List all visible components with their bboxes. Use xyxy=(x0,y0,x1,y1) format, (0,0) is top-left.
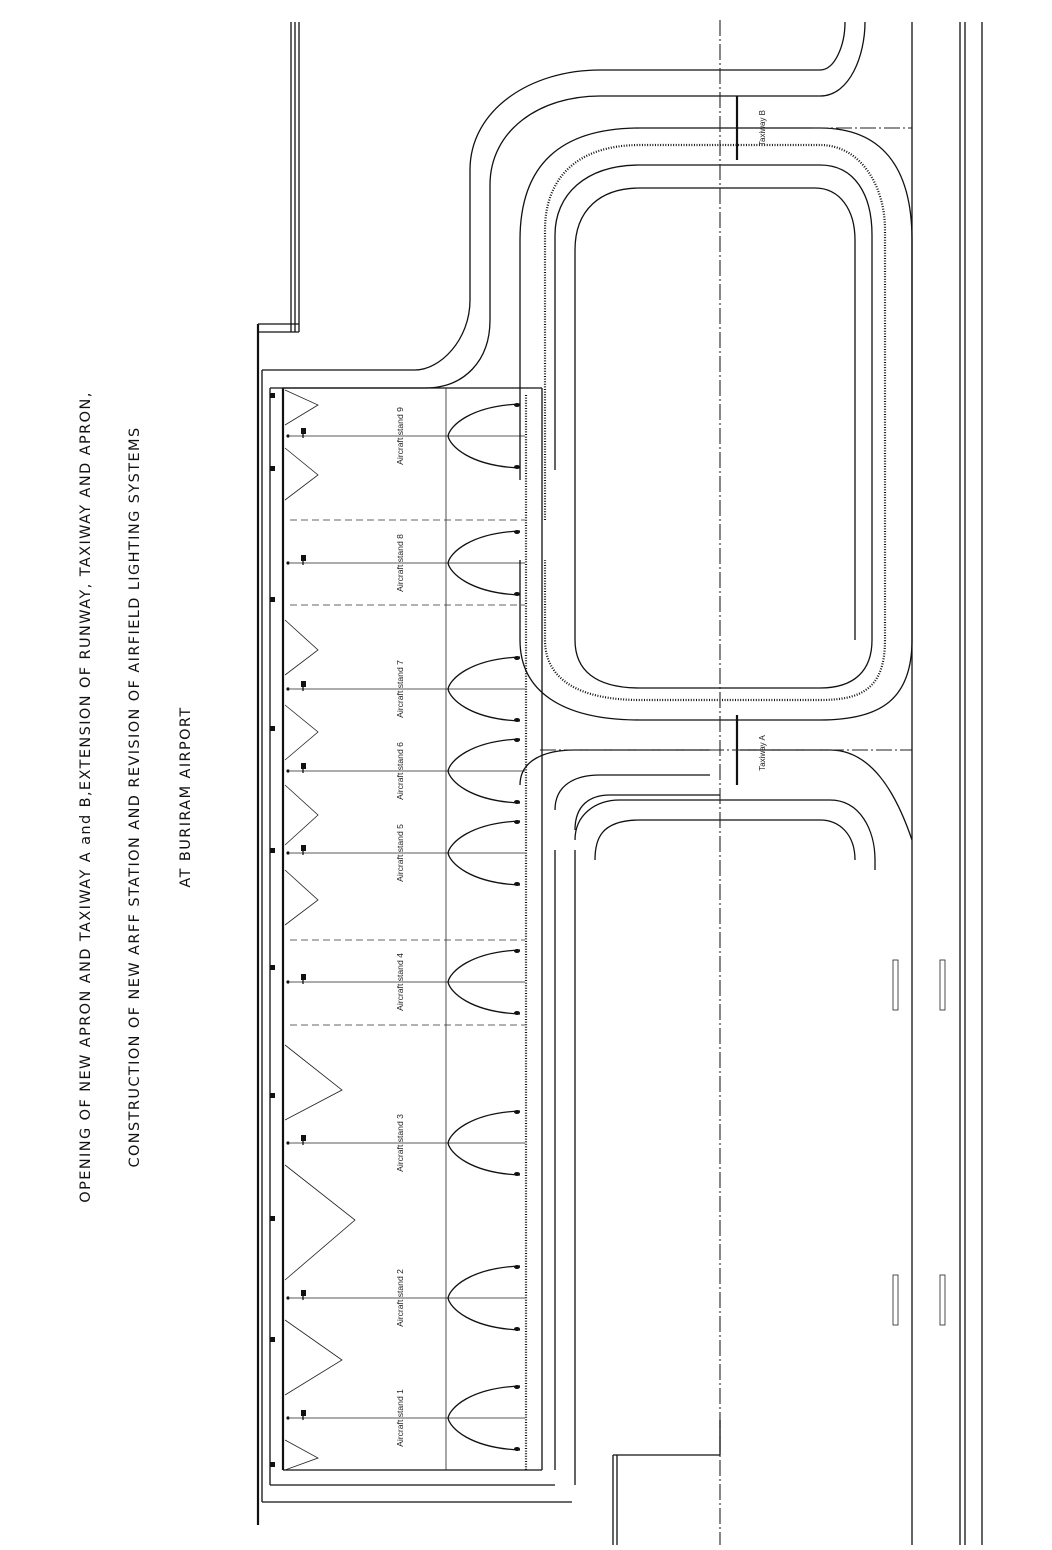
stand-wingtip-light xyxy=(514,949,520,953)
aircraft-stand xyxy=(286,1265,525,1331)
stand-label: Aircraft stand 7 xyxy=(395,660,405,718)
stand-wingtip-light xyxy=(514,882,520,886)
stand-wingtip-light xyxy=(514,1327,520,1331)
stand-wingtip-light xyxy=(514,656,520,660)
stand-guidance-marker xyxy=(301,1290,306,1296)
stand-wingtip-light xyxy=(514,738,520,742)
stand-wingtip-light xyxy=(514,718,520,722)
stand-label: Aircraft stand 5 xyxy=(395,824,405,882)
stand-stop-mark xyxy=(286,561,289,564)
aircraft-stand xyxy=(286,403,525,469)
runway xyxy=(613,22,982,1545)
title-line-3: AT BURIRAM AIRPORT xyxy=(178,706,194,888)
stand-stop-mark xyxy=(286,434,289,437)
terminal-boundary xyxy=(258,22,299,1525)
stand-secondary-lines xyxy=(290,520,525,1025)
stand-stop-mark xyxy=(286,851,289,854)
stand-guidance-marker xyxy=(301,428,306,434)
stand-guidance-marker xyxy=(301,681,306,687)
stand-guidance-marker xyxy=(301,1410,306,1416)
stand-guidance-marker xyxy=(301,763,306,769)
stand-guidance-marker xyxy=(301,845,306,851)
stand-label: Aircraft stand 4 xyxy=(395,953,405,1011)
stand-label: Aircraft stand 8 xyxy=(395,534,405,592)
title-line-1: OPENING OF NEW APRON AND TAXIWAY A and B,EXTENSION OF RUNWAY, TAXIWAY AND APRON, xyxy=(78,391,94,1203)
stand-guidance-marker xyxy=(301,974,306,980)
taxiway-a-label: Taxiway A xyxy=(758,735,767,771)
aircraft-stand xyxy=(286,530,525,596)
apron xyxy=(262,370,572,1502)
stand-label: Aircraft stand 6 xyxy=(395,742,405,800)
aircraft-stand xyxy=(286,1110,525,1176)
stand-guidance-marker xyxy=(301,1135,306,1141)
stand-chevrons xyxy=(285,390,355,1470)
stand-stop-mark xyxy=(286,769,289,772)
stand-wingtip-light xyxy=(514,1447,520,1451)
aircraft-stand xyxy=(286,738,525,804)
stand-wingtip-light xyxy=(514,530,520,534)
aircraft-stand xyxy=(286,656,525,722)
stand-label: Aircraft stand 2 xyxy=(395,1269,405,1327)
stand-wingtip-light xyxy=(514,1265,520,1269)
aircraft-stand xyxy=(286,949,525,1015)
stand-label: Aircraft stand 1 xyxy=(395,1389,405,1447)
stand-stop-mark xyxy=(286,1416,289,1419)
edge-lights xyxy=(270,393,275,1467)
stand-wingtip-light xyxy=(514,465,520,469)
stand-label: Aircraft stand 9 xyxy=(395,407,405,465)
taxiway-network xyxy=(415,20,912,1545)
stand-wingtip-light xyxy=(514,403,520,407)
stand-wingtip-light xyxy=(514,800,520,804)
stand-wingtip-light xyxy=(514,820,520,824)
stand-stop-mark xyxy=(286,1141,289,1144)
title-line-2: CONSTRUCTION OF NEW ARFF STATION AND REVISION OF AIRFIELD LIGHTING SYSTEMS xyxy=(127,426,143,1168)
stand-guidance-marker xyxy=(301,555,306,561)
stand-label: Aircraft stand 3 xyxy=(395,1114,405,1172)
stand-stop-mark xyxy=(286,980,289,983)
aircraft-stand xyxy=(286,1385,525,1451)
stand-wingtip-light xyxy=(514,1110,520,1114)
stand-wingtip-light xyxy=(514,592,520,596)
stand-stop-mark xyxy=(286,687,289,690)
aircraft-stand xyxy=(286,820,525,886)
title-block xyxy=(78,391,194,1202)
stand-wingtip-light xyxy=(514,1172,520,1176)
stand-wingtip-light xyxy=(514,1385,520,1389)
stand-wingtip-light xyxy=(514,1011,520,1015)
aircraft-stands xyxy=(286,403,525,1451)
taxiway-b-label: Taxiway B xyxy=(758,109,767,147)
stand-stop-mark xyxy=(286,1296,289,1299)
